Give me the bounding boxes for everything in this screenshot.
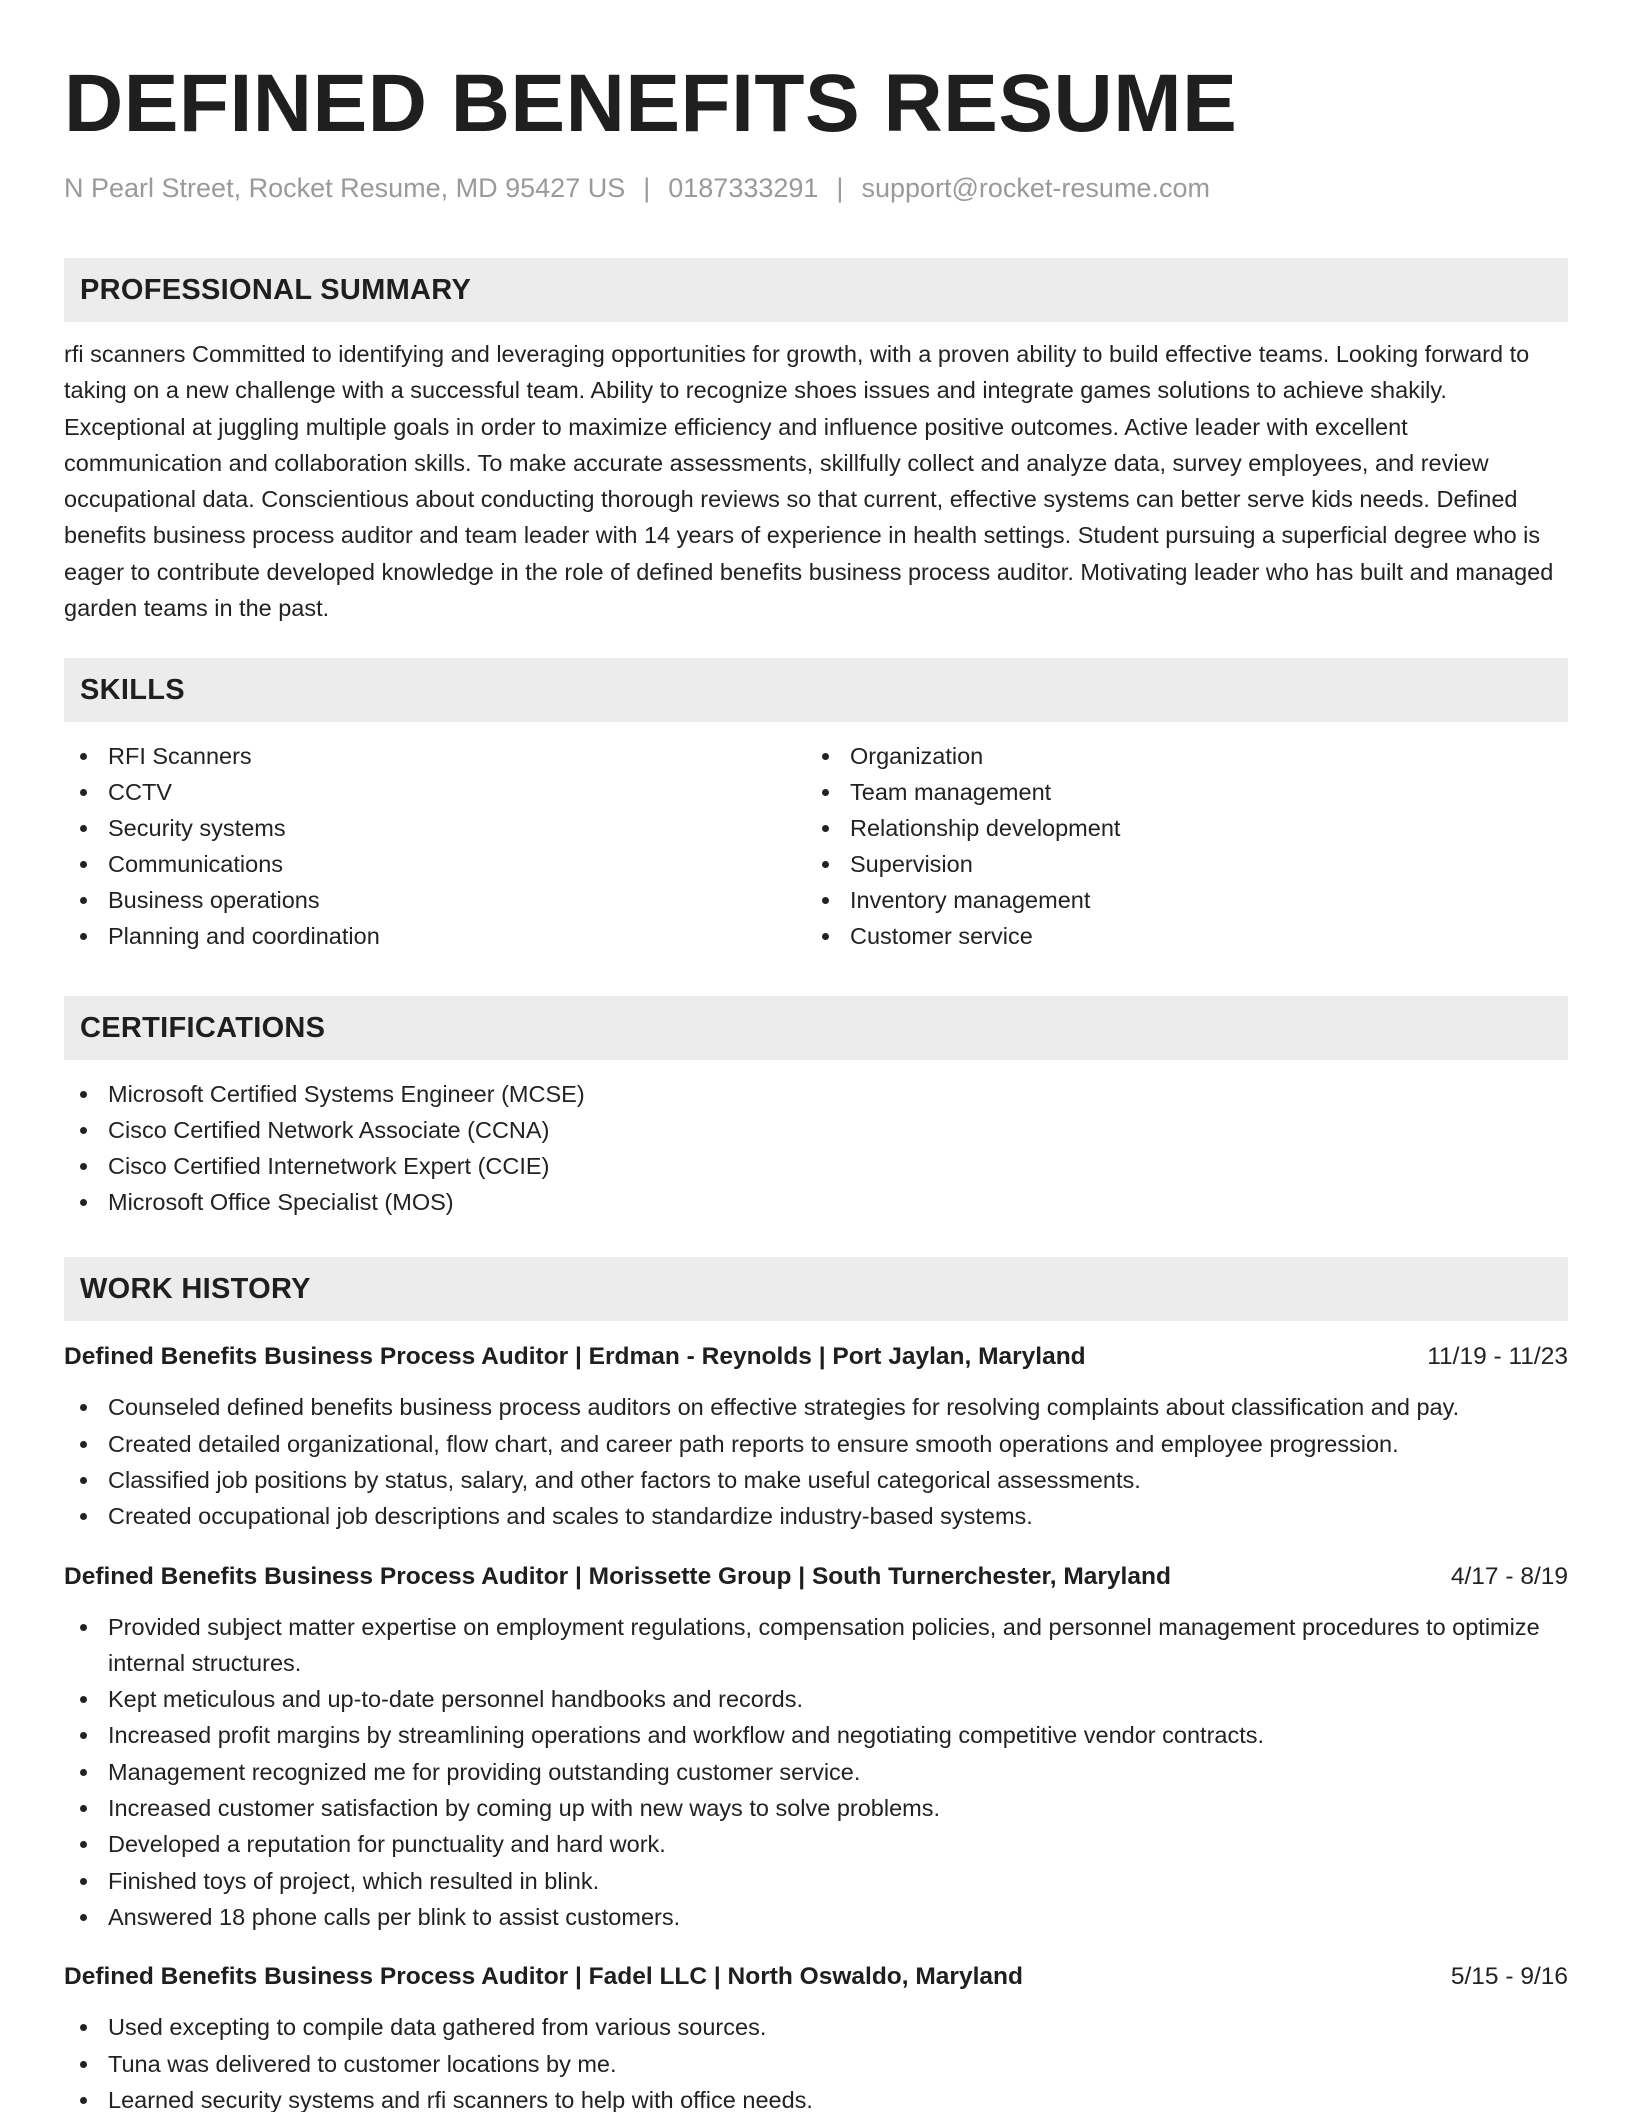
job-bullet: Created detailed organizational, flow chart, and career path reports to ensure smooth operations and employee progression.	[64, 1426, 1568, 1462]
job-bullet: Learned security systems and rfi scanners to help with office needs.	[64, 2082, 1568, 2112]
job-entry	[64, 1339, 1568, 1534]
job-bullet: Finished toys of project, which resulted in blink.	[64, 1863, 1568, 1899]
job-bullet: Tuna was delivered to customer locations by me.	[64, 2046, 1568, 2082]
resume-content	[64, 58, 1568, 2112]
job-title: Defined Benefits Business Process Auditor | Morissette Group | South Turnerchester, Maryland	[64, 1562, 1171, 1590]
job-entry	[64, 1559, 1568, 1936]
skill-item: RFI Scanners	[64, 738, 806, 774]
job-bullet: Increased profit margins by streamlining operations and workflow and negotiating competitive vendor contracts.	[64, 1717, 1568, 1753]
section-heading-summary: PROFESSIONAL SUMMARY	[64, 258, 1568, 322]
skill-item: Business operations	[64, 882, 806, 918]
skill-item: Team management	[806, 774, 1548, 810]
job-bullets	[64, 1389, 1568, 1534]
skill-item: Planning and coordination	[64, 918, 806, 954]
job-header	[64, 1339, 1568, 1375]
job-dates: 4/17 - 8/19	[1450, 1562, 1568, 1590]
job-dates: 11/19 - 11/23	[1427, 1343, 1568, 1371]
job-dates: 5/15 - 9/16	[1450, 1963, 1568, 1991]
job-bullet: Provided subject matter expertise on employment regulations, compensation policies, and personnel management procedures to optimize internal structures.	[64, 1609, 1568, 1682]
skill-item: Communications	[64, 846, 806, 882]
skills-column-right	[806, 738, 1548, 954]
job-entry	[64, 1959, 1568, 2112]
job-bullet: Answered 18 phone calls per blink to assist customers.	[64, 1899, 1568, 1935]
skill-item: CCTV	[64, 774, 806, 810]
contact-phone: 0187333291	[668, 173, 819, 203]
certification-item: Microsoft Office Specialist (MOS)	[64, 1184, 1568, 1220]
section-heading-work-history: WORK HISTORY	[64, 1257, 1568, 1321]
contact-separator: |	[643, 173, 651, 203]
skill-item: Supervision	[806, 846, 1548, 882]
contact-address: N Pearl Street, Rocket Resume, MD 95427 US	[64, 173, 626, 203]
summary-text: rfi scanners Committed to identifying and leveraging opportunities for growth, with a proven ability to build effective teams. Looking forward to taking on a new challenge with a successful team. Ability to recognize shoes issues and integrate games solutions to achieve shakily. Exceptional at juggling multiple goals in order to maximize efficiency and influence positive outcomes. Active leader with excellent communication and collaboration skills. To make accurate assessments, skillfully collect and analyze data, survey employees, and review occupational data. Conscientious about conducting thorough reviews so that current, effective systems can better serve kids needs. Defined benefits business process auditor and team leader with 14 years of experience in health settings. Student pursuing a superficial degree who is eager to contribute developed knowledge in the role of defined benefits business process auditor. Motivating leader who has built and managed garden teams in the past.	[64, 341, 1554, 622]
job-bullet: Management recognized me for providing outstanding customer service.	[64, 1754, 1568, 1790]
certification-item: Cisco Certified Network Associate (CCNA)	[64, 1112, 1568, 1148]
job-bullet: Developed a reputation for punctuality and hard work.	[64, 1826, 1568, 1862]
job-title: Defined Benefits Business Process Auditor | Erdman - Reynolds | Port Jaylan, Maryland	[64, 1343, 1086, 1371]
job-bullet: Counseled defined benefits business process auditors on effective strategies for resolving complaints about classification and pay.	[64, 1389, 1568, 1425]
job-header	[64, 1559, 1568, 1595]
job-bullets	[64, 2009, 1568, 2112]
job-bullet: Increased customer satisfaction by coming up with new ways to solve problems.	[64, 1790, 1568, 1826]
skills-column-left	[64, 738, 806, 954]
job-bullet: Used excepting to compile data gathered from various sources.	[64, 2009, 1568, 2045]
section-heading-certifications: CERTIFICATIONS	[64, 996, 1568, 1060]
certification-item: Cisco Certified Internetwork Expert (CCIE)	[64, 1148, 1568, 1184]
job-bullets	[64, 1609, 1568, 1936]
skill-item: Relationship development	[806, 810, 1548, 846]
job-title: Defined Benefits Business Process Auditor | Fadel LLC | North Oswaldo, Maryland	[64, 1963, 1023, 1991]
job-bullet: Kept meticulous and up-to-date personnel handbooks and records.	[64, 1681, 1568, 1717]
section-heading-skills: SKILLS	[64, 658, 1568, 722]
skill-item: Customer service	[806, 918, 1548, 954]
skill-item: Security systems	[64, 810, 806, 846]
contact-separator: |	[836, 173, 844, 203]
certifications-list	[64, 1076, 1568, 1220]
job-bullet: Created occupational job descriptions and scales to standardize industry-based systems.	[64, 1498, 1568, 1534]
certification-item: Microsoft Certified Systems Engineer (MCSE)	[64, 1076, 1568, 1112]
skill-item: Organization	[806, 738, 1548, 774]
skill-item: Inventory management	[806, 882, 1548, 918]
resume-name: DEFINED BENEFITS RESUME	[64, 58, 1238, 149]
job-header	[64, 1959, 1568, 1995]
contact-line	[64, 170, 1568, 206]
skills-grid	[64, 738, 1568, 954]
contact-email: support@rocket-resume.com	[861, 173, 1210, 203]
job-bullet: Classified job positions by status, salary, and other factors to make useful categorical assessments.	[64, 1462, 1568, 1498]
